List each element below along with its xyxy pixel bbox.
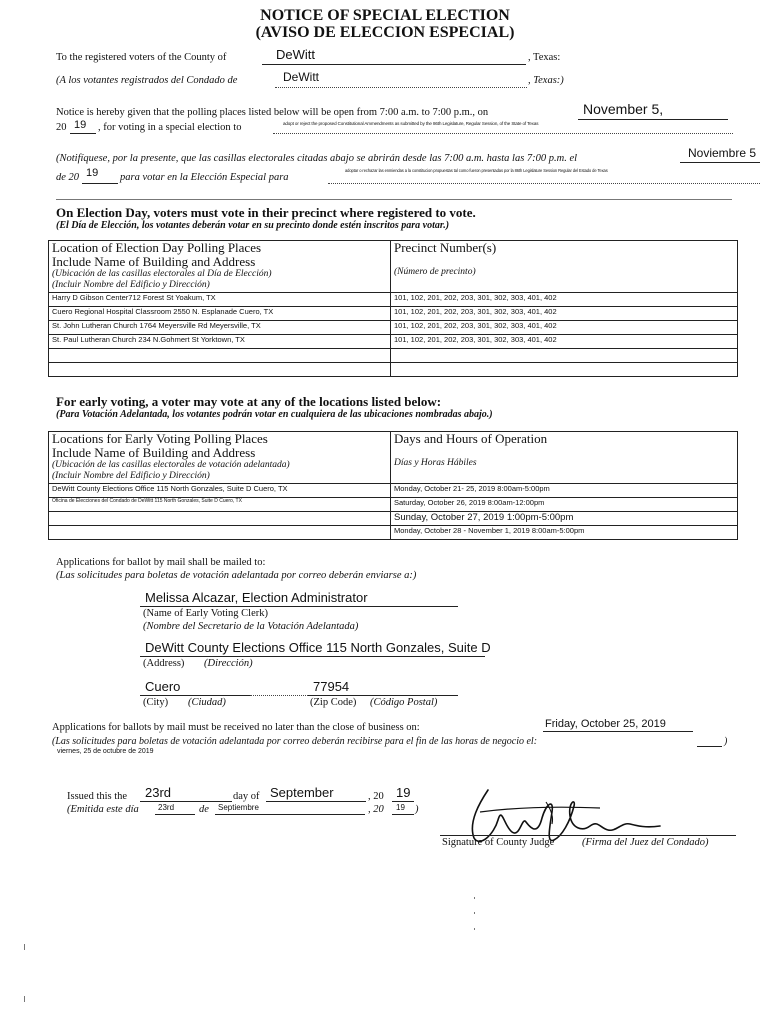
county-name-spanish: DeWitt <box>283 70 319 84</box>
precinct-numbers <box>391 363 738 377</box>
table-row <box>49 349 738 363</box>
precinct-numbers: 101, 102, 201, 202, 203, 301, 302, 303, 401, 402 <box>391 307 738 321</box>
to-voters-text-spanish: (A los votantes registrados del Condado de <box>56 75 238 86</box>
hours-header: Days and Hours of Operation Días y Horas Hábiles <box>391 432 738 484</box>
issued-year: 19 <box>396 785 411 800</box>
precinct-numbers: 101, 102, 201, 202, 203, 301, 302, 303, 401, 402 <box>391 335 738 349</box>
issued-year-prefix: , 20 <box>368 791 384 802</box>
clerk-name: Melissa Alcazar, Election Administrator <box>145 590 368 605</box>
scan-artifact <box>474 897 475 899</box>
table-row <box>49 307 738 321</box>
state-text-spanish: , Texas:) <box>528 75 564 86</box>
notice-text-2: , for voting in a special election to <box>98 122 242 133</box>
polling-location <box>49 363 391 377</box>
election-date-spanish: Noviembre 5 <box>688 146 757 160</box>
deadline-text: Applications for ballots by mail must be received no later than the close of business on: <box>52 722 420 733</box>
table-row <box>49 526 738 540</box>
election-purpose: adopt or reject the proposed Constitutional Ammendments as submitted by the 86th Legislature, Regular Session, of the State of Texas <box>283 121 539 126</box>
mail-instructions: Applications for ballot by mail shall be mailed to: <box>56 557 266 568</box>
issued-month: September <box>270 785 334 800</box>
notice-year-spanish: 19 <box>86 167 99 179</box>
zip-label-spanish: (Código Postal) <box>370 697 438 708</box>
scan-artifact <box>474 928 475 930</box>
early-voting-location-header: Locations for Early Voting Polling Places Include Name of Building and Address (Ubicación de las casillas electorales de votación adelantada) (Incluir Nombre del Edificio y Dirección) <box>49 432 391 484</box>
polling-location: St. Paul Lutheran Church 234 N.Gohmert St Yorktown, TX <box>49 335 391 349</box>
deadline-text-spanish: (Las solicitudes para boletas de votación adelantada por correo deberán recibirse para el fin de las horas de negocio el: <box>52 736 538 747</box>
signature-label: Signature of County Judge <box>442 837 555 848</box>
polling-location <box>49 349 391 363</box>
city-label: (City) <box>143 697 169 708</box>
table-row <box>49 321 738 335</box>
table-row <box>49 484 738 498</box>
document-title-spanish: (AVISO DE ELECCION ESPECIAL) <box>255 24 515 41</box>
issued-day-spanish: 23rd <box>158 803 175 812</box>
mail-deadline-spanish: viernes, 25 de octubre de 2019 <box>57 748 154 755</box>
to-voters-text: To the registered voters of the County of <box>56 52 227 63</box>
notice-text-2-spanish: para votar en la Elección Especial para <box>120 172 289 183</box>
election-day-heading-spanish: (El Día de Elección, los votantes deberán votar en su precinto donde estén inscritos para votar.) <box>56 220 450 231</box>
table-row <box>49 335 738 349</box>
address-label-spanish: (Dirección) <box>204 658 253 669</box>
city-label-spanish: (Ciudad) <box>188 697 226 708</box>
precinct-numbers <box>391 349 738 363</box>
table-row <box>49 498 738 512</box>
deadline-close-spanish: ) <box>724 736 728 747</box>
early-voting-heading: For early voting, a voter may vote at any of the locations listed below: <box>56 394 442 409</box>
early-voting-location: Oficina de Elecciones del Condado de DeWitt 115 North Gonzales, Suite D Cuero, TX <box>49 498 391 512</box>
election-day-heading: On Election Day, voters must vote in their precinct where registered to vote. <box>56 205 476 220</box>
election-date: November 5, <box>583 101 664 117</box>
issued-day-of: day of <box>233 791 260 802</box>
issued-text: Issued this the <box>67 791 128 802</box>
precinct-numbers: 101, 102, 201, 202, 203, 301, 302, 303, 401, 402 <box>391 293 738 307</box>
notice-year-prefix: 20 <box>56 122 67 133</box>
document-title: NOTICE OF SPECIAL ELECTION <box>260 7 510 24</box>
polling-location: St. John Lutheran Church 1764 Meyersville Rd Meyersville, TX <box>49 321 391 335</box>
early-voting-location <box>49 512 391 526</box>
early-voting-location <box>49 526 391 540</box>
notice-year-prefix-spanish: de 20 <box>56 172 80 183</box>
clerk-label: (Name of Early Voting Clerk) <box>143 608 269 619</box>
precinct-numbers: 101, 102, 201, 202, 203, 301, 302, 303, 401, 402 <box>391 321 738 335</box>
scan-artifact <box>24 996 25 1002</box>
mailing-city: Cuero <box>145 679 181 694</box>
issued-text-spanish: (Emitida este día <box>67 804 139 815</box>
election-day-table <box>48 240 738 377</box>
issued-close-spanish: ) <box>415 804 419 815</box>
mailing-zip: 77954 <box>313 679 350 694</box>
table-row <box>49 512 738 526</box>
signature-label-spanish: (Firma del Juez del Condado) <box>582 837 709 848</box>
clerk-label-spanish: (Nombre del Secretario de la Votación Adelantada) <box>143 621 359 632</box>
zip-label: (Zip Code) <box>310 697 357 708</box>
mail-instructions-spanish: (Las solicitudes para boletas de votación adelantada por correo deberán enviarse a:) <box>56 570 417 581</box>
state-text: , Texas: <box>528 52 561 63</box>
scan-artifact <box>24 944 25 950</box>
hours-of-operation: Sunday, October 27, 2019 1:00pm-5:00pm <box>391 512 738 526</box>
mailing-address: DeWitt County Elections Office 115 North Gonzales, Suite D <box>145 640 491 655</box>
early-voting-heading-spanish: (Para Votación Adelantada, los votantes podrán votar en cualquiera de las ubicaciones nombradas abajo.) <box>56 409 493 420</box>
polling-location: Harry D Gibson Center712 Forest St Yoakum, TX <box>49 293 391 307</box>
issued-de-spanish: de <box>199 804 209 815</box>
table-row <box>49 293 738 307</box>
issued-month-spanish: Septiembre <box>218 803 259 812</box>
issued-year-spanish: 19 <box>396 803 405 812</box>
hours-of-operation: Monday, October 28 - November 1, 2019 8:00am-5:00pm <box>391 526 738 540</box>
hours-of-operation: Monday, October 21- 25, 2019 8:00am-5:00pm <box>391 484 738 498</box>
early-voting-table <box>48 431 738 540</box>
hours-of-operation: Saturday, October 26, 2019 8:00am-12:00pm <box>391 498 738 512</box>
notice-text-spanish: (Notifíquese, por la presente, que las casillas electorales citadas abajo se abrirán desde las 7:00 a.m. hasta las 7:00 p.m. el <box>56 153 578 164</box>
issued-day: 23rd <box>145 785 172 800</box>
notice-year: 19 <box>74 119 87 131</box>
issued-year-prefix-spanish: , 20 <box>368 804 384 815</box>
polling-location: Cuero Regional Hospital Classroom 2550 N. Esplanade Cuero, TX <box>49 307 391 321</box>
notice-text: Notice is hereby given that the polling places listed below will be open from 7:00 a.m. to 7:00 p.m., on <box>56 107 489 118</box>
address-label: (Address) <box>143 658 185 669</box>
early-voting-location: DeWitt County Elections Office 115 North Gonzales, Suite D Cuero, TX <box>49 484 391 498</box>
precinct-header: Precinct Number(s) (Número de precinto) <box>391 241 738 293</box>
election-day-location-header: Location of Election Day Polling Places Include Name of Building and Address (Ubicación de las casillas electorales al Día de Elección) (Incluir Nombre del Edificio y Dirección) <box>49 241 391 293</box>
scan-artifact <box>474 912 475 914</box>
election-purpose-spanish: adoptar o rechazar las enmiendas a la constitucion propuestas tal como fueron presentadas por la 86th Legislature Session Regular del Estado de Texas <box>345 168 608 173</box>
county-name: DeWitt <box>276 47 315 62</box>
table-row <box>49 363 738 377</box>
mail-deadline: Friday, October 25, 2019 <box>545 718 666 730</box>
